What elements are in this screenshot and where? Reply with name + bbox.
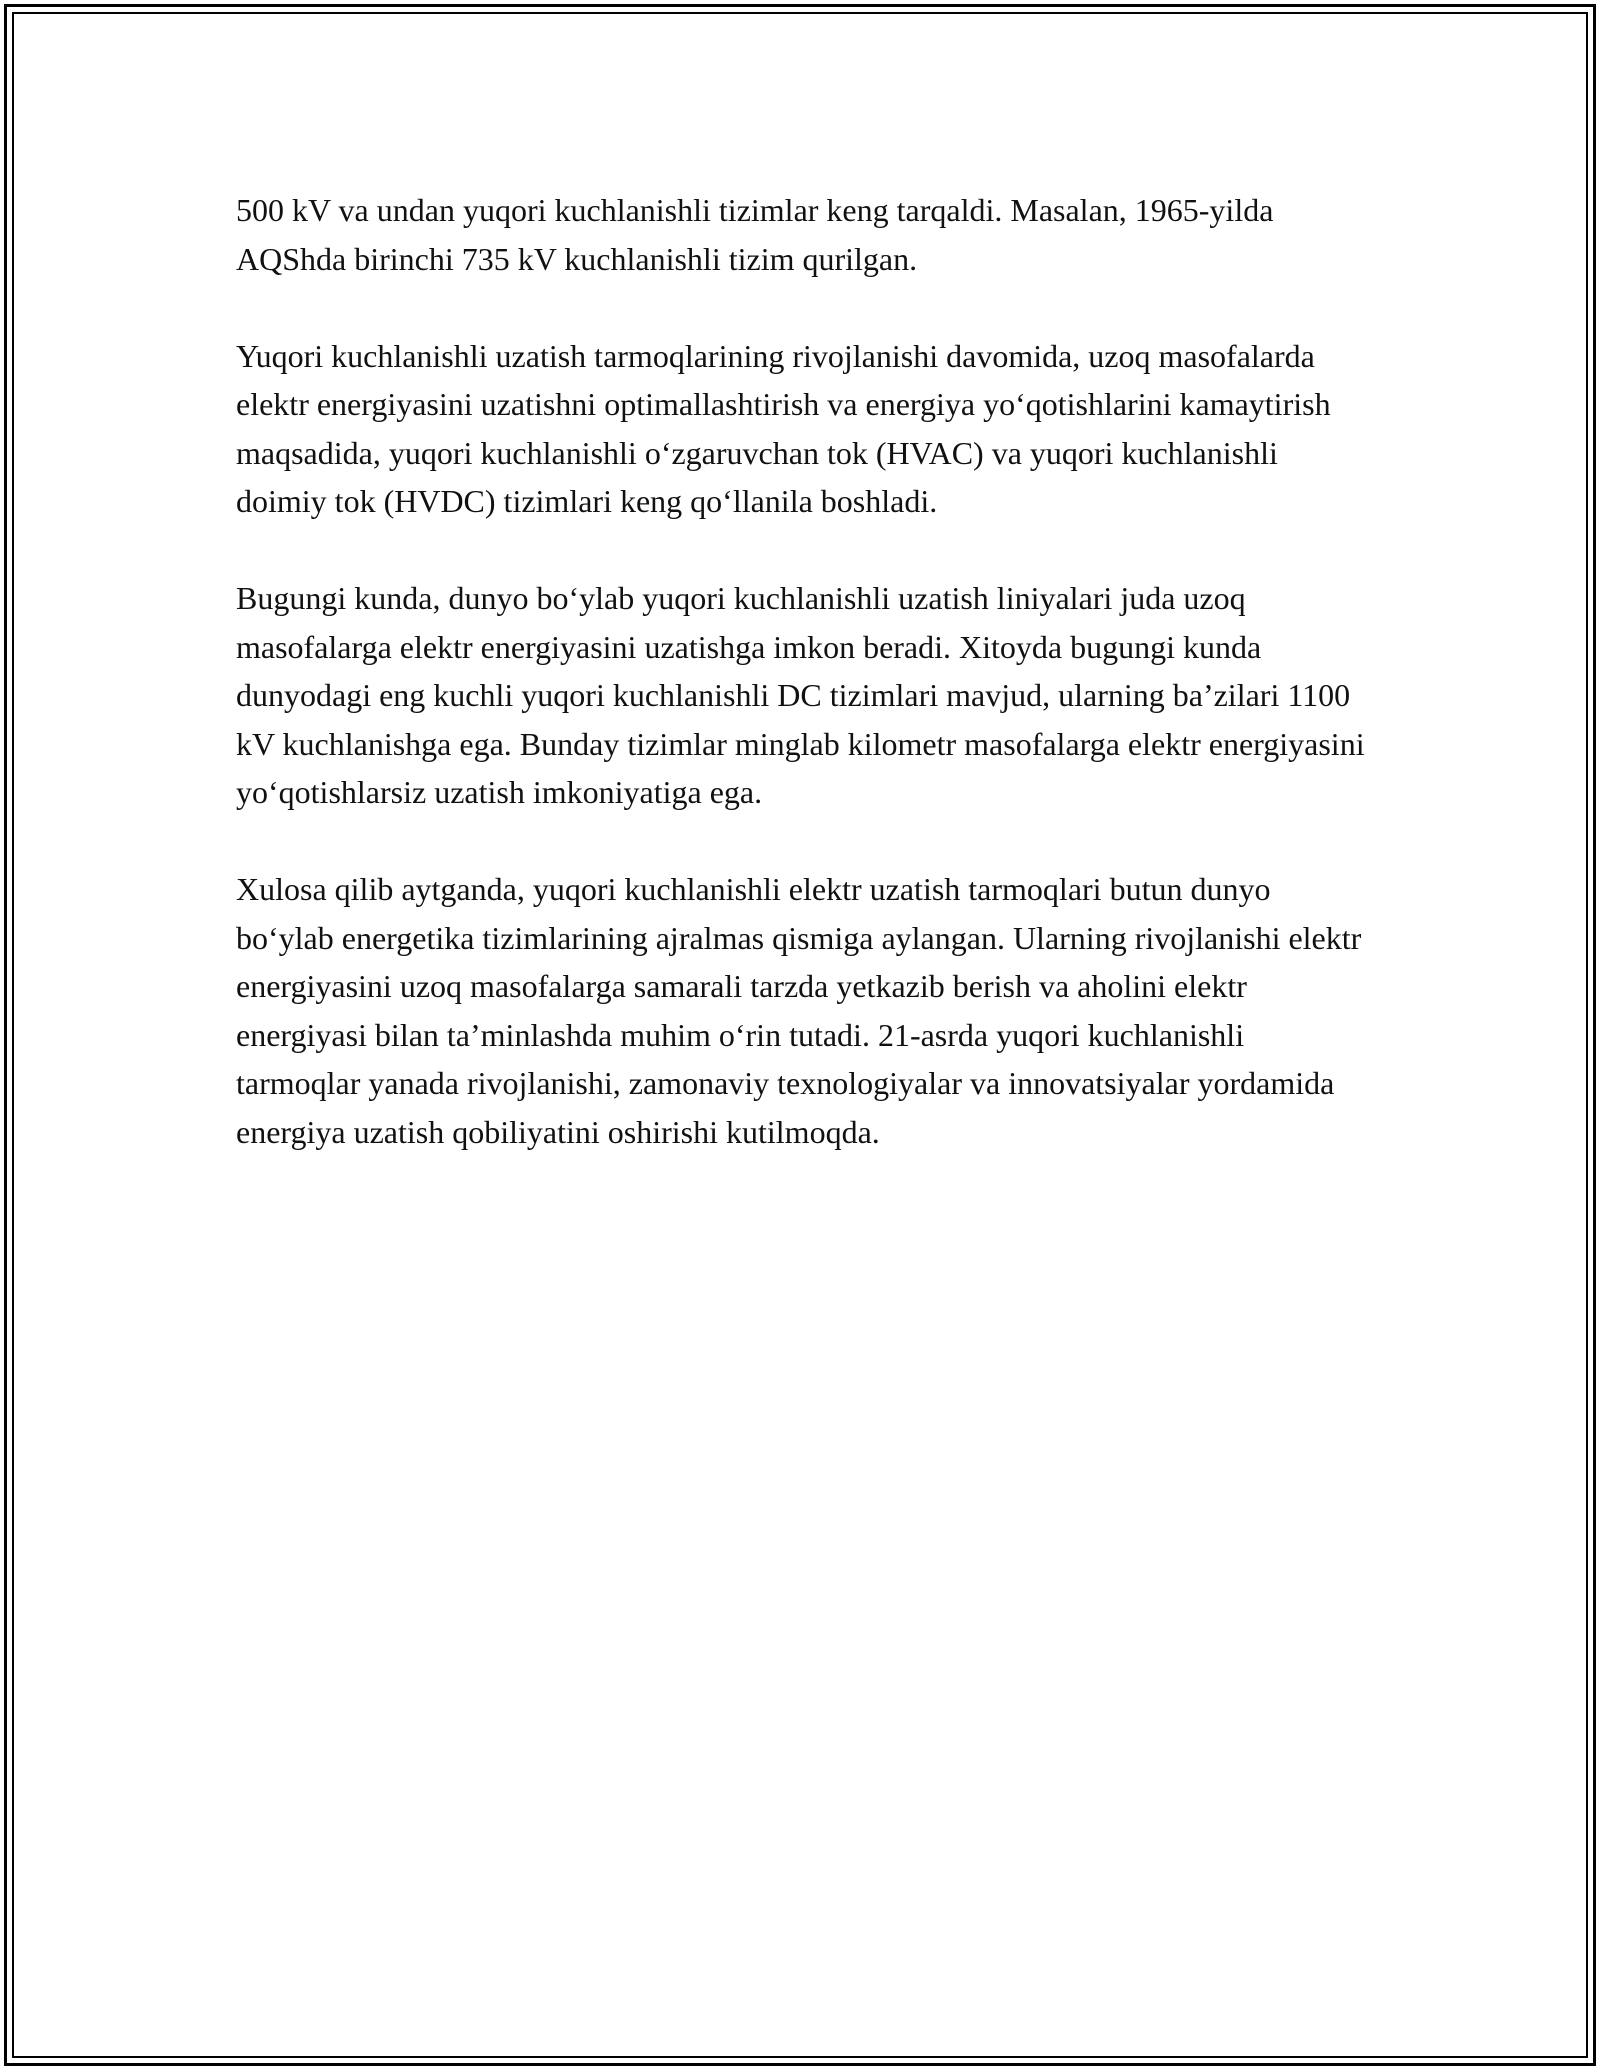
paragraph-3: Bugungi kunda, dunyo bo‘ylab yuqori kuchlanishli uzatish liniyalari juda uzoq masofalarga elektr energiyasini uzatishga imkon beradi. Xitoyda bugungi kunda dunyodagi eng kuchli yuqori kuchlanishli DC tizimlari mavjud, ularning ba’zilari 1100 kV kuchlanishga ega. Bunday tizimlar minglab kilometr masofalarga elektr energiyasini yo‘qotishlarsiz uzatish imkoniyatiga ega. [236,580,1365,810]
paragraph-1: 500 kV va undan yuqori kuchlanishli tizimlar keng tarqaldi. Masalan, 1965-yilda AQShda birinchi 735 kV kuchlanishli tizim qurilgan. [236,192,1274,277]
paragraph-4: Xulosa qilib aytganda, yuqori kuchlanishli elektr uzatish tarmoqlari butun dunyo bo‘ylab energetika tizimlarining ajralmas qismiga aylangan. Ularning rivojlanishi elektr energiyasini uzoq masofalarga samarali tarzda yetkazib berish va aholini elektr energiyasi bilan ta’minlashda muhim o‘rin tutadi. 21-asrda yuqori kuchlanishli tarmoqlar yanada rivojlanishi, zamonaviy texnologiyalar va innovatsiyalar yordamida energiya uzatish qobiliyatini oshirishi kutilmoqda. [236,871,1362,1150]
paragraph-2: Yuqori kuchlanishli uzatish tarmoqlarining rivojlanishi davomida, uzoq masofalarda elektr energiyasini uzatishni optimallashtirish va energiya yo‘qotishlarini kamaytirish maqsadida, yuqori kuchlanishli o‘zgaruvchan tok (HVAC) va yuqori kuchlanishli doimiy tok (HVDC) tizimlari keng qo‘llanila boshladi. [236,337,1331,519]
document-body [236,186,1376,1205]
